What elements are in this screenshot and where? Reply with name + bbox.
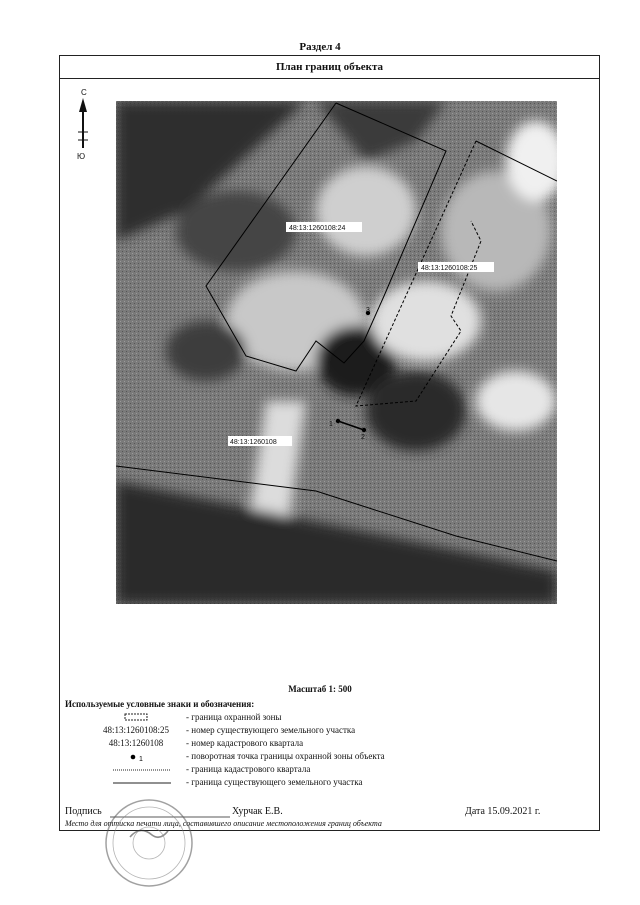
protection-zone-symbol [81, 712, 191, 726]
quarter-boundary-symbol [81, 764, 191, 778]
map-scale: Масштаб 1: 500 [288, 684, 352, 694]
compass [72, 88, 94, 168]
legend-description: - граница кадастрового квартала [186, 764, 311, 774]
legend-description: - номер кадастрового квартала [186, 738, 304, 748]
legend-item [65, 751, 585, 763]
legend-description: - поворотная точка границы охранной зоны объекта [186, 751, 385, 761]
turning-point-label: 1 [329, 421, 333, 428]
turning-point [336, 419, 340, 423]
legend-description: - номер существующего земельного участка [186, 725, 356, 735]
turning-point-label: 2 [361, 434, 365, 441]
legend-symbol: 48:13:1260108 [108, 738, 164, 748]
legend-item [65, 738, 585, 750]
seal-stamp [100, 797, 198, 889]
plan-title: План границ объекта [59, 55, 600, 79]
signature-label: Подпись [65, 806, 102, 817]
section-label: Раздел 4 [299, 41, 341, 53]
parcel-boundary-symbol [81, 777, 191, 791]
turning-point [362, 428, 366, 432]
legend-item [65, 764, 585, 776]
aerial-map [116, 101, 557, 604]
quarter-label: 48:13:1260108 [230, 439, 277, 446]
legend-symbol: 48:13:1260108:25 [102, 725, 169, 735]
stamp-place-note: Место для оттиска печати лица, составившего описание местоположения границ объекта [65, 819, 382, 828]
legend-title: Используемые условные знаки и обозначения: [65, 699, 255, 709]
compass-south-label: Ю [77, 152, 86, 161]
legend-item [65, 725, 585, 737]
legend-description: - граница охранной зоны [186, 712, 282, 722]
legend-item [65, 777, 585, 789]
legend-item [65, 712, 585, 724]
parcel-label-25: 48:13:1260108:25 [421, 265, 478, 272]
legend-description: - граница существующего земельного участка [186, 777, 363, 787]
signature-date: Дата 15.09.2021 г. [465, 806, 541, 817]
svg-text:1: 1 [139, 756, 143, 763]
parcel-label-24: 48:13:1260108:24 [289, 225, 346, 232]
turning-point-label: 3 [366, 307, 370, 314]
turning-point-symbol [81, 751, 191, 765]
signer-name: Хурчак Е.В. [232, 806, 283, 817]
map-canvas [116, 101, 557, 604]
compass-north-label: С [81, 88, 87, 97]
